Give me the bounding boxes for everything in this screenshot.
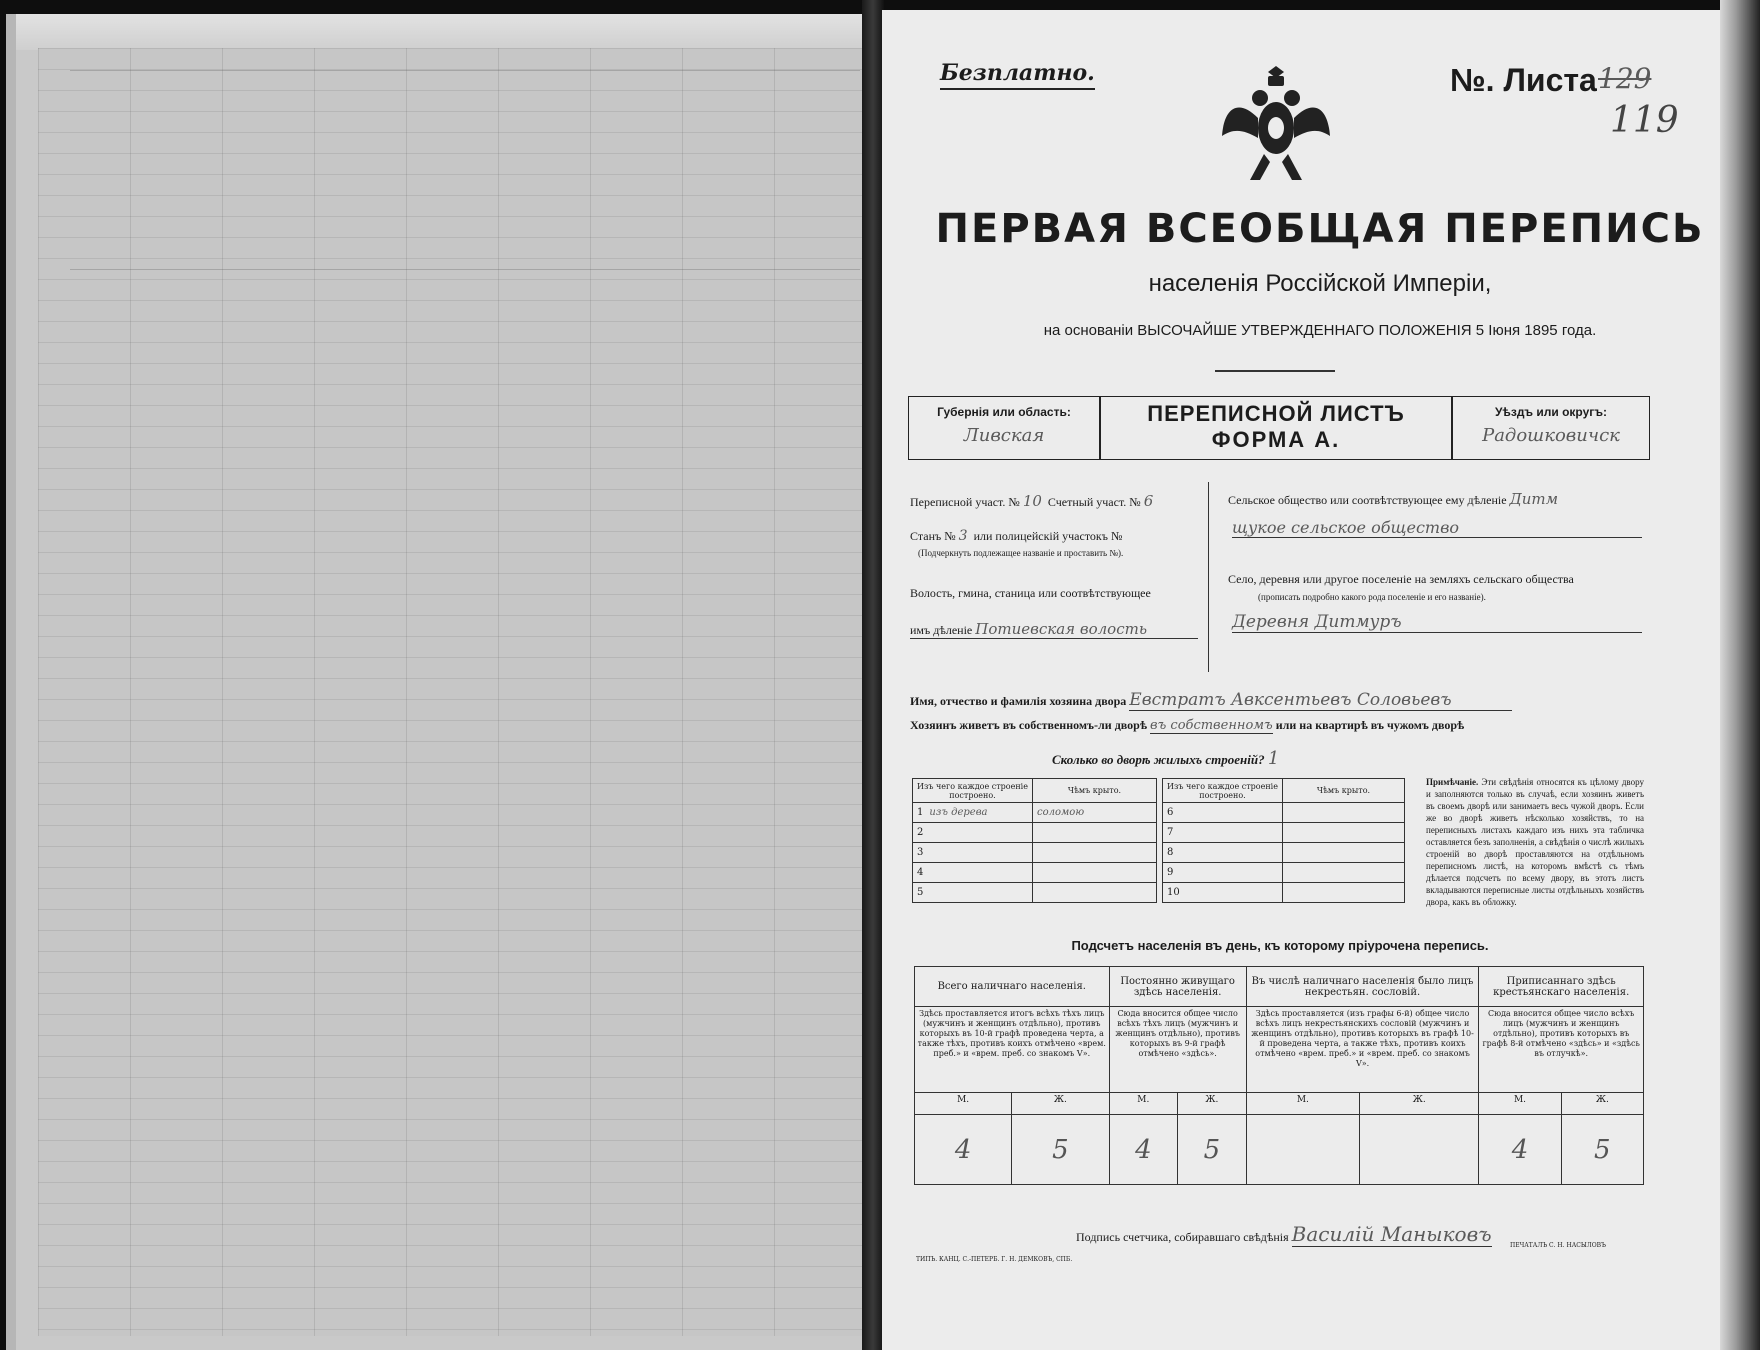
building-row	[1163, 863, 1405, 883]
village-value: Деревня Дитмуръ	[1232, 612, 1642, 633]
count-district-label: Счетный участ. №	[1047, 495, 1141, 509]
male-count: 4	[915, 1115, 1012, 1185]
roof-value	[1283, 843, 1405, 863]
signature-label: Подпись счетчика, собиравшаго свѣдѣнія	[1076, 1230, 1289, 1244]
form-title: ПЕРЕПИСНОЙ ЛИСТЪ	[1147, 401, 1405, 426]
building-row	[1163, 883, 1405, 903]
female-label: Ж.	[1012, 1093, 1109, 1115]
roof-value	[1283, 803, 1405, 823]
summary-column-header: Постоянно живущаго здѣсь населенія.	[1109, 967, 1246, 1007]
row-number: 8	[1163, 843, 1283, 863]
buildings-line	[1052, 748, 1452, 769]
row-number: 5	[917, 887, 924, 898]
male-label: М.	[1479, 1093, 1561, 1115]
right-page-edge	[1720, 0, 1760, 1350]
material-col-header-2: Изъ чего каждое строеніе построено.	[1163, 779, 1283, 803]
census-subtitle: населенія Россійской Имперіи,	[1148, 270, 1492, 297]
roof-value	[1033, 863, 1157, 883]
summary-column-header: Всего наличнаго населенія.	[915, 967, 1110, 1007]
female-count: 5	[1561, 1115, 1643, 1185]
form-title-box	[1100, 396, 1452, 460]
male-count: 4	[1109, 1115, 1178, 1185]
building-material-cell	[913, 863, 1033, 883]
female-label: Ж.	[1178, 1093, 1247, 1115]
building-row	[1163, 803, 1405, 823]
material-col-header: Изъ чего каждое строеніе построено.	[913, 779, 1033, 803]
residence-line	[910, 718, 1650, 733]
volost-label-1: Волость, гмина, станица или соотвѣтствующее	[910, 586, 1151, 600]
building-row	[913, 883, 1157, 903]
summary-row	[915, 1115, 1644, 1185]
roof-col-header: Чѣмъ крыто.	[1033, 779, 1157, 803]
building-row	[1163, 823, 1405, 843]
row-number: 2	[917, 827, 924, 838]
population-summary-table	[914, 966, 1644, 1185]
owner-line	[910, 690, 1650, 710]
printer-imprint-right: ПЕЧАТАЛЪ С. Н. НАСЫЛОВЪ	[1510, 1242, 1606, 1249]
row-number: 1	[917, 807, 924, 818]
summary-row	[915, 1007, 1644, 1093]
female-count: 5	[1178, 1115, 1247, 1185]
summary-title: Подсчетъ населенія въ день, къ которому пріурочена перепись.	[1071, 938, 1489, 953]
page-edge-stack	[16, 14, 890, 50]
sheet-number-label: №. Листа	[1450, 62, 1597, 98]
book-spine	[862, 0, 884, 1350]
row-number: 6	[1163, 803, 1283, 823]
male-label: М.	[1109, 1093, 1178, 1115]
row-number: 9	[1163, 863, 1283, 883]
roof-value	[1283, 823, 1405, 843]
buildings-table-left	[912, 778, 1157, 903]
stan-value: 3	[958, 528, 968, 544]
row-number: 3	[917, 847, 924, 858]
summary-row	[915, 967, 1644, 1007]
society-value-1: Дитм	[1509, 490, 1559, 508]
row-number: 7	[1163, 823, 1283, 843]
roof-col-header-2: Чѣмъ крыто.	[1283, 779, 1405, 803]
left-page-faint-header	[70, 70, 860, 270]
roof-value	[1033, 883, 1157, 903]
buildings-note	[1426, 776, 1644, 908]
summary-column-description: Здѣсь проставляется (изъ графы 6-й) общее число всѣхъ лицъ некрестьянскихъ сословій (мужчинъ и женщинъ отдѣльно), противъ которыхъ въ графѣ 10-й проведена черта, а также тѣхъ, противъ коихъ отмѣчено «врем. преб.» и «врем. преб. со знакомъ V».	[1246, 1007, 1479, 1093]
row-number: 4	[917, 867, 924, 878]
male-label: М.	[915, 1093, 1012, 1115]
building-material-cell	[913, 883, 1033, 903]
row-number: 10	[1163, 883, 1283, 903]
summary-column-description: Сюда вносится общее число всѣхъ лицъ (мужчинъ и женщинъ отдѣльно), противъ которыхъ въ графѣ 8-й отмѣчено «здѣсь» и «здѣсь въ отлучкѣ».	[1479, 1007, 1644, 1093]
gubernia-box	[908, 396, 1100, 460]
society-value-2: щукое сельское общество	[1232, 518, 1642, 538]
female-label: Ж.	[1561, 1093, 1643, 1115]
society-line	[1228, 490, 1648, 508]
census-district-value: 10	[1022, 492, 1042, 510]
census-legal-basis: на основаніи ВЫСОЧАЙШЕ УТВЕРЖДЕННАГО ПОЛОЖЕНІЯ 5 Іюня 1895 года.	[1043, 322, 1597, 339]
gubernia-value: Ливская	[963, 425, 1045, 446]
building-material-cell	[913, 823, 1033, 843]
buildings-value: 1	[1267, 748, 1280, 769]
stan-line	[910, 528, 1200, 544]
note-text: Эти свѣдѣнія относятся къ цѣлому двору и заполняются только въ случаѣ, если хозяинъ живетъ въ своемъ дворѣ или занимаетъ весь чужой дворъ. Если же во дворѣ живетъ нѣсколько хозяйствъ, то на переписныхъ листахъ каждаго изъ нихъ эта табличка оставляется безъ заполненія, а свѣдѣнія о числѣ жилыхъ строеній во дворѣ проставляются на отдѣльномъ переписномъ листѣ, на которомъ вмѣстѣ съ тѣмъ дѣлается подсчетъ по всему двору, въ этотъ листъ вкладываются переписные листы отдѣльныхъ хозяйствъ двора, какъ въ обложку.	[1426, 777, 1645, 907]
double-headed-eagle-emblem	[1218, 58, 1334, 188]
building-row	[913, 803, 1157, 823]
section-divider	[1208, 482, 1209, 672]
material-value: изъ дерева	[929, 807, 988, 818]
roof-value	[1033, 843, 1157, 863]
summary-column-description: Сюда вносится общее число всѣхъ тѣхъ лицъ (мужчинъ и женщинъ отдѣльно), противъ которыхъ въ 9-й графѣ отмѣчено «здѣсь».	[1109, 1007, 1246, 1093]
printer-imprint-left: ТИПЪ. КАНЦ. С.-ПЕТЕРБ. Г. Н. ДЕМКОВЪ, СПБ.	[916, 1256, 1073, 1263]
uezd-box	[1452, 396, 1650, 460]
uezd-label: Уѣздъ или округъ:	[1494, 405, 1608, 419]
owner-label: Имя, отчество и фамилія хозяина двора	[910, 694, 1127, 708]
roof-value: соломою	[1033, 803, 1157, 823]
roof-value	[1033, 823, 1157, 843]
lives-value: въ собственномъ	[1150, 718, 1273, 733]
male-count: 4	[1479, 1115, 1561, 1185]
volost-value: Потиевская волость	[975, 620, 1147, 638]
building-row	[913, 823, 1157, 843]
female-count	[1360, 1115, 1479, 1185]
gubernia-label: Губернія или область:	[937, 405, 1071, 419]
male-count	[1246, 1115, 1359, 1185]
female-label: Ж.	[1360, 1093, 1479, 1115]
volost-line	[910, 620, 1198, 639]
ornament-divider	[1215, 370, 1335, 372]
village-note: (прописать подробно какого рода поселеніе и его названіе).	[1258, 592, 1486, 602]
police-label: или полицейскій участокъ №	[973, 529, 1123, 543]
summary-column-description: Здѣсь проставляется итогъ всѣхъ тѣхъ лицъ (мужчинъ и женщинъ отдѣльно), противъ которыхъ въ 10-й графѣ проведена черта, а также тѣхъ, противъ коихъ отмѣчено «врем. преб.» и «врем. преб. со знакомъ V».	[915, 1007, 1110, 1093]
lives-alt-label: или на квартирѣ въ чужомъ дворѣ	[1275, 718, 1465, 732]
male-label: М.	[1246, 1093, 1359, 1115]
underline-note: (Подчеркнуть подлежащее названіе и проставить №).	[918, 548, 1124, 558]
signature-value: Василій Маныковъ	[1291, 1222, 1492, 1246]
census-district-label: Переписной участ. №	[910, 495, 1020, 509]
society-label: Сельское общество или соотвѣтствующее ему дѣленіе	[1228, 493, 1507, 507]
village-label: Село, деревня или другое поселеніе на земляхъ сельскаго общества	[1228, 572, 1574, 586]
lives-label: Хозяинъ живетъ въ собственномъ-ли дворѣ	[910, 718, 1148, 732]
building-material-cell	[913, 843, 1033, 863]
summary-column-header: Въ числѣ наличнаго населенія было лицъ некрестьян. сословій.	[1246, 967, 1479, 1007]
buildings-label: Сколько во дворѣ жилыхъ строеній?	[1052, 752, 1265, 767]
stan-label: Станъ №	[910, 529, 956, 543]
free-label: Безплатно.	[940, 60, 1095, 90]
building-row	[1163, 843, 1405, 863]
form-subtitle: ФОРМА А.	[1211, 427, 1341, 452]
uezd-value: Радошковичск	[1482, 425, 1620, 446]
summary-column-header: Приписаннаго здѣсь крестьянскаго населенія.	[1479, 967, 1644, 1007]
sheet-number-handwritten: 119	[1610, 100, 1679, 141]
district-line	[910, 492, 1200, 510]
female-count: 5	[1012, 1115, 1109, 1185]
sheet-number-struck: 129	[1598, 62, 1652, 95]
note-title: Примѣчаніе.	[1426, 777, 1479, 787]
roof-value	[1283, 883, 1405, 903]
building-material-cell	[913, 803, 1033, 823]
buildings-table-right	[1162, 778, 1405, 903]
volost-label-2: имъ дѣленіе	[910, 623, 973, 637]
building-row	[913, 863, 1157, 883]
owner-value: Евстратъ Авксентьевъ Соловьевъ	[1129, 690, 1511, 711]
roof-value	[1283, 863, 1405, 883]
count-district-value: 6	[1143, 492, 1154, 510]
census-title: ПЕРВАЯ ВСЕОБЩАЯ ПЕРЕПИСЬ	[935, 206, 1705, 252]
summary-row	[915, 1093, 1644, 1115]
building-row	[913, 843, 1157, 863]
